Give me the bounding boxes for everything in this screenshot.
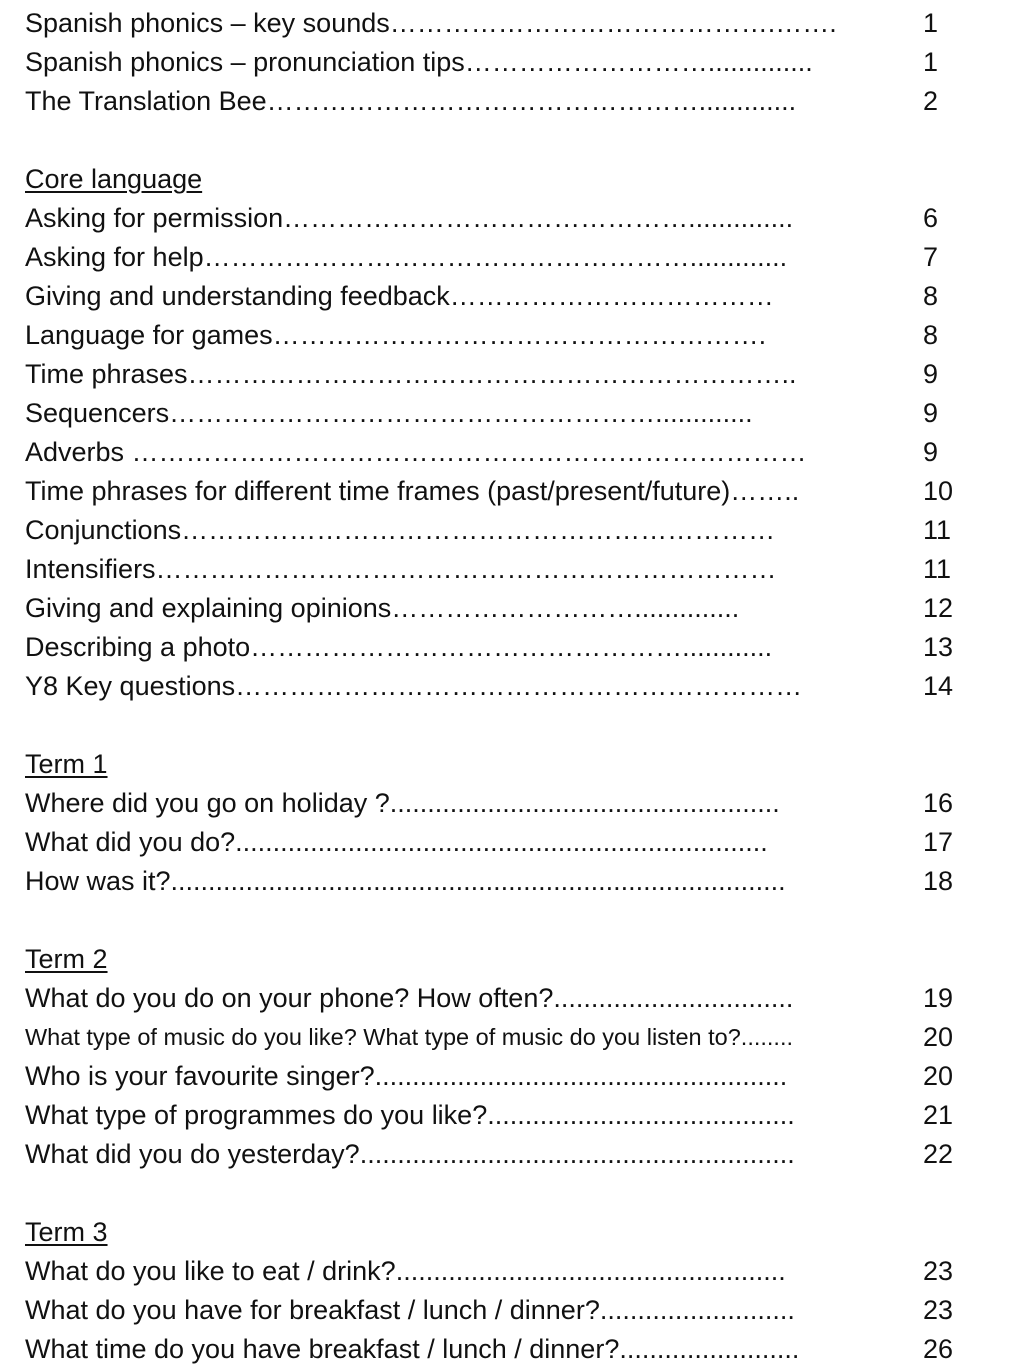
section-heading-term-3 — [0, 1213, 1024, 1252]
toc-entry-page: 6 — [923, 203, 939, 233]
toc-entry-page: 20 — [923, 1061, 954, 1091]
toc-entry-title: What do you like to eat / drink?.................................................... — [25, 1256, 786, 1286]
toc-entry-title: Time phrases for different time frames (past/present/future)…….. — [25, 476, 800, 506]
toc-entry-title: Giving and understanding feedback……………………………… — [25, 281, 774, 311]
toc-entry — [0, 667, 1024, 706]
toc-entry-page: 13 — [923, 632, 954, 662]
toc-entry — [0, 316, 1024, 355]
toc-entry-page: 26 — [923, 1334, 954, 1364]
toc-entry-page: 21 — [923, 1100, 954, 1130]
toc-entry-page: 17 — [923, 827, 954, 857]
toc-entry — [0, 43, 1024, 82]
section-spacer — [0, 1174, 1024, 1213]
toc-entry — [0, 1018, 1024, 1057]
toc-entry-title: Time phrases………………………………………………………….. — [25, 359, 797, 389]
toc-entry-title: What do you do on your phone? How often?................................ — [25, 983, 794, 1013]
toc-entry-page: 1 — [923, 8, 939, 38]
section-heading-core-language — [0, 160, 1024, 199]
toc-entry — [0, 472, 1024, 511]
section-heading-text: Term 2 — [25, 944, 108, 974]
toc-entry-title: What did you do?....................................................................... — [25, 827, 768, 857]
toc-entry — [0, 433, 1024, 472]
toc-entry — [0, 1135, 1024, 1174]
toc-entry — [0, 979, 1024, 1018]
toc-entry — [0, 784, 1024, 823]
toc-entry — [0, 1252, 1024, 1291]
toc-entry-title: Conjunctions………………………………………………………… — [25, 515, 776, 545]
toc-entry-title: Spanish phonics – pronunciation tips……………………….............. — [25, 47, 813, 77]
toc-entry — [0, 355, 1024, 394]
toc-entry — [0, 82, 1024, 121]
toc-entry-page: 8 — [923, 281, 939, 311]
toc-entry — [0, 823, 1024, 862]
toc-entry-page: 19 — [923, 983, 954, 1013]
section-heading-term-2 — [0, 940, 1024, 979]
toc-entry-page: 2 — [923, 86, 939, 116]
section-spacer — [0, 901, 1024, 940]
toc-entry — [0, 238, 1024, 277]
toc-entry — [0, 628, 1024, 667]
toc-entry — [0, 511, 1024, 550]
toc-entry-page: 12 — [923, 593, 954, 623]
toc-entry — [0, 394, 1024, 433]
toc-entry-title: What type of music do you like? What type of music do you listen to?........ — [25, 1024, 794, 1050]
toc-entry-title: What time do you have breakfast / lunch / dinner?........................ — [25, 1334, 800, 1364]
section-heading-text: Core language — [25, 164, 203, 194]
table-of-contents — [0, 4, 1024, 1369]
toc-entry-title: Who is your favourite singer?....................................................... — [25, 1061, 788, 1091]
section-heading-text: Term 3 — [25, 1217, 108, 1247]
toc-entry — [0, 1057, 1024, 1096]
toc-entry-page: 9 — [923, 437, 939, 467]
toc-entry-title: Sequencers………………………………………………............. — [25, 398, 753, 428]
toc-entry-title: What did you do yesterday?.......................................................... — [25, 1139, 795, 1169]
toc-entry-page: 18 — [923, 866, 954, 896]
toc-entry-page: 14 — [923, 671, 954, 701]
section-spacer — [0, 121, 1024, 160]
toc-entry-page: 23 — [923, 1256, 954, 1286]
section-spacer — [0, 706, 1024, 745]
section-heading-text: Term 1 — [25, 749, 108, 779]
toc-entry-page: 1 — [923, 47, 939, 77]
toc-entry-title: What type of programmes do you like?......................................... — [25, 1100, 795, 1130]
toc-entry — [0, 589, 1024, 628]
toc-entry — [0, 862, 1024, 901]
toc-entry-title: Asking for help………………………………………………............. — [25, 242, 788, 272]
toc-entry-title: Giving and explaining opinions……………………….............. — [25, 593, 740, 623]
toc-entry-page: 11 — [923, 554, 952, 584]
toc-entry-page: 23 — [923, 1295, 954, 1325]
toc-entry-title: Describing a photo…………………………………………............ — [25, 632, 773, 662]
section-heading-term-1 — [0, 745, 1024, 784]
toc-entry-page: 11 — [923, 515, 952, 545]
toc-entry-page: 22 — [923, 1139, 954, 1169]
toc-entry-page: 16 — [923, 788, 954, 818]
toc-entry — [0, 1330, 1024, 1369]
toc-entry-title: Intensifiers…………………………………………………………… — [25, 554, 777, 584]
toc-entry-title: How was it?.................................................................................. — [25, 866, 786, 896]
toc-entry — [0, 550, 1024, 589]
toc-entry-page: 20 — [923, 1022, 954, 1052]
toc-entry-title: Y8 Key questions……………………………………………………… — [25, 671, 803, 701]
toc-entry — [0, 199, 1024, 238]
toc-entry-page: 8 — [923, 320, 939, 350]
toc-entry — [0, 1291, 1024, 1330]
toc-entry-title: Language for games………………………………………………. — [25, 320, 767, 350]
toc-entry-title: Spanish phonics – key sounds…………………………………….……. — [25, 8, 837, 38]
toc-entry-title: Adverbs ………………………………………………………………… — [25, 437, 807, 467]
toc-entry-page: 9 — [923, 398, 939, 428]
toc-entry-title: What do you have for breakfast / lunch / dinner?.......................... — [25, 1295, 795, 1325]
toc-entry-page: 9 — [923, 359, 939, 389]
toc-entry — [0, 1096, 1024, 1135]
toc-entry-title: Where did you go on holiday ?.................................................... — [25, 788, 780, 818]
toc-entry-title: The Translation Bee…………………………………………............. — [25, 86, 797, 116]
toc-entry — [0, 277, 1024, 316]
toc-entry-title: Asking for permission……………………………………….............. — [25, 203, 794, 233]
toc-entry-page: 10 — [923, 476, 954, 506]
toc-entry-page: 7 — [923, 242, 939, 272]
toc-entry — [0, 4, 1024, 43]
